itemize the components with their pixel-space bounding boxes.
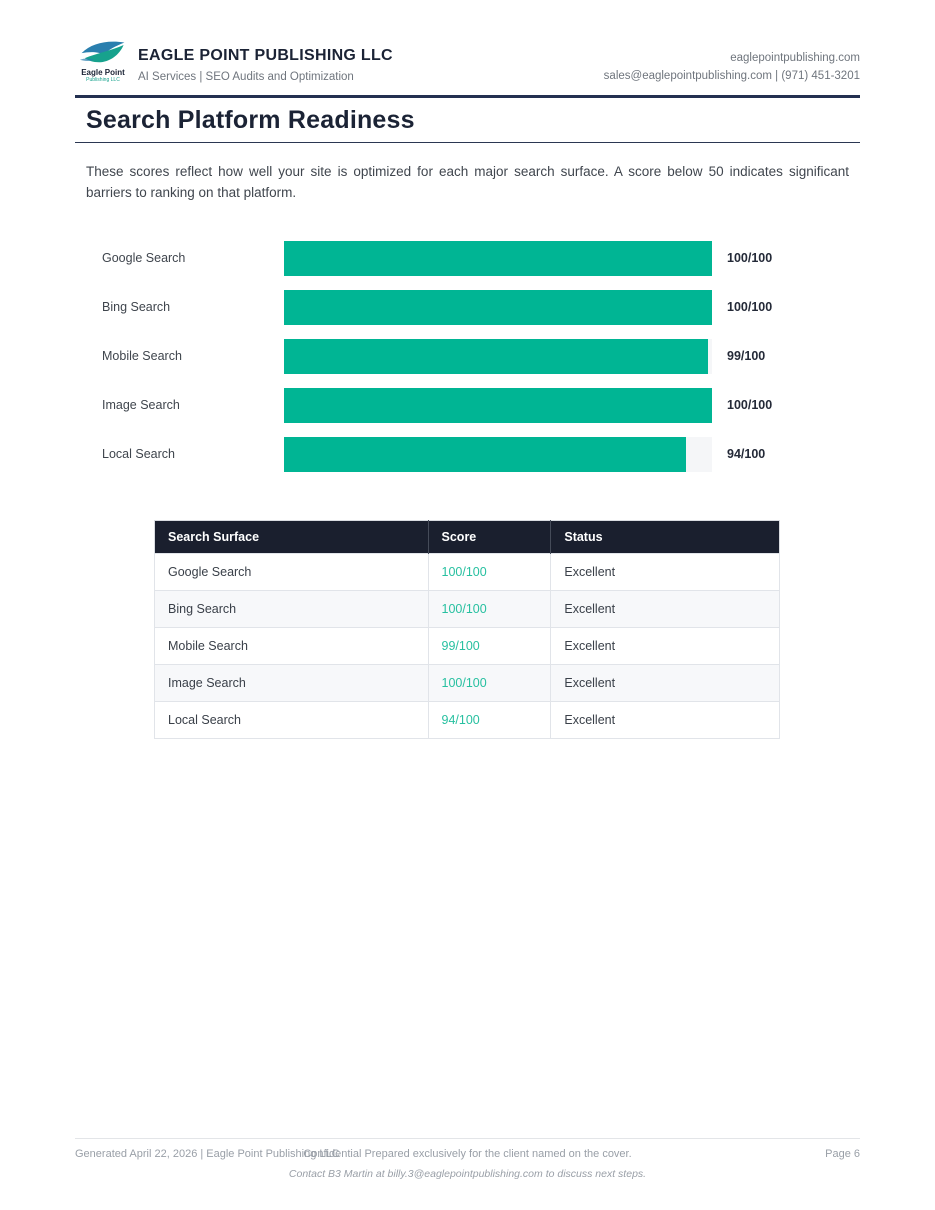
table-cell-surface: Image Search bbox=[155, 664, 429, 701]
chart-bar-track bbox=[284, 241, 712, 276]
company-website: eaglepointpublishing.com bbox=[730, 52, 860, 64]
chart-bar bbox=[284, 290, 712, 325]
chart-bar bbox=[284, 241, 712, 276]
chart-bar-track bbox=[284, 437, 712, 472]
chart-value-label: 99/100 bbox=[727, 349, 766, 364]
intro-paragraph: These scores reflect how well your site is optimized for each major search surface. A score below 50 indicates significant barriers to ranking on that platform. bbox=[86, 163, 849, 201]
table-row bbox=[155, 553, 780, 590]
table-header-row bbox=[155, 520, 780, 553]
footer-page-number: Page 6 bbox=[825, 1148, 860, 1160]
chart-value-label: 94/100 bbox=[727, 447, 766, 462]
scores-table-wrap bbox=[154, 520, 860, 739]
table-cell-surface: Local Search bbox=[155, 701, 429, 738]
table-cell-surface: Mobile Search bbox=[155, 627, 429, 664]
table-cell-surface: Bing Search bbox=[155, 590, 429, 627]
chart-category-label: Mobile Search bbox=[102, 349, 182, 364]
eagle-bird-icon bbox=[78, 40, 128, 68]
table-header-cell: Search Surface bbox=[155, 520, 429, 553]
company-block bbox=[138, 40, 393, 83]
chart-bar bbox=[284, 388, 712, 423]
page-title: Search Platform Readiness bbox=[86, 105, 415, 134]
chart-value-label: 100/100 bbox=[727, 251, 773, 266]
footer-confidential-text: Confidential Prepared exclusively for the client named on the cover. bbox=[303, 1148, 632, 1160]
chart-row bbox=[102, 388, 860, 423]
chart-bar bbox=[284, 437, 686, 472]
chart-bar-track bbox=[284, 290, 712, 325]
table-cell-status: Excellent bbox=[551, 664, 780, 701]
table-header-cell: Status bbox=[551, 520, 780, 553]
table-cell-status: Excellent bbox=[551, 590, 780, 627]
chart-bar-track bbox=[284, 388, 712, 423]
logo-caption-line2: Publishing LLC bbox=[86, 77, 120, 84]
company-tagline: AI Services | SEO Audits and Optimization bbox=[138, 71, 354, 83]
chart-value-label: 100/100 bbox=[727, 398, 773, 413]
table-cell-surface: Google Search bbox=[155, 553, 429, 590]
chart-bar bbox=[284, 339, 708, 374]
chart-category-label: Local Search bbox=[102, 447, 175, 462]
table-cell-score: 100/100 bbox=[428, 553, 551, 590]
footer-contact-text: Contact B3 Martin at billy.3@eaglepointpublishing.com to discuss next steps. bbox=[288, 1168, 647, 1180]
table-cell-score: 100/100 bbox=[428, 664, 551, 701]
table-cell-score: 94/100 bbox=[428, 701, 551, 738]
table-cell-score: 100/100 bbox=[428, 590, 551, 627]
table-cell-status: Excellent bbox=[551, 701, 780, 738]
chart-row bbox=[102, 290, 860, 325]
table-cell-score: 99/100 bbox=[428, 627, 551, 664]
header-contact-block bbox=[604, 40, 860, 86]
chart-category-label: Image Search bbox=[102, 398, 180, 413]
chart-value-label: 100/100 bbox=[727, 300, 773, 315]
company-logo bbox=[75, 40, 131, 84]
chart-category-label: Google Search bbox=[102, 251, 186, 266]
table-row bbox=[155, 701, 780, 738]
chart-row bbox=[102, 339, 860, 374]
logo-caption-line1: Eagle Point bbox=[81, 68, 125, 77]
chart-row bbox=[102, 437, 860, 472]
footer-generated-text: Generated April 22, 2026 | Eagle Point Publishing LLC bbox=[75, 1148, 340, 1160]
company-name: EAGLE POINT PUBLISHING LLC bbox=[138, 47, 393, 64]
table-row bbox=[155, 664, 780, 701]
page-footer bbox=[75, 1138, 860, 1180]
table-header-cell: Score bbox=[428, 520, 551, 553]
company-contact-line: sales@eaglepointpublishing.com | (971) 451-3201 bbox=[603, 70, 860, 83]
table-row bbox=[155, 590, 780, 627]
table-row bbox=[155, 627, 780, 664]
scores-table-body bbox=[155, 553, 780, 738]
title-divider bbox=[75, 142, 860, 143]
table-cell-status: Excellent bbox=[551, 553, 780, 590]
footer-line bbox=[75, 1148, 860, 1162]
header-divider bbox=[75, 95, 860, 98]
chart-bar-track bbox=[284, 339, 712, 374]
table-cell-status: Excellent bbox=[551, 627, 780, 664]
chart-category-label: Bing Search bbox=[102, 300, 171, 315]
scores-table bbox=[154, 520, 780, 739]
page-header bbox=[75, 0, 860, 86]
chart-row bbox=[102, 241, 860, 276]
bar-chart bbox=[102, 241, 860, 472]
